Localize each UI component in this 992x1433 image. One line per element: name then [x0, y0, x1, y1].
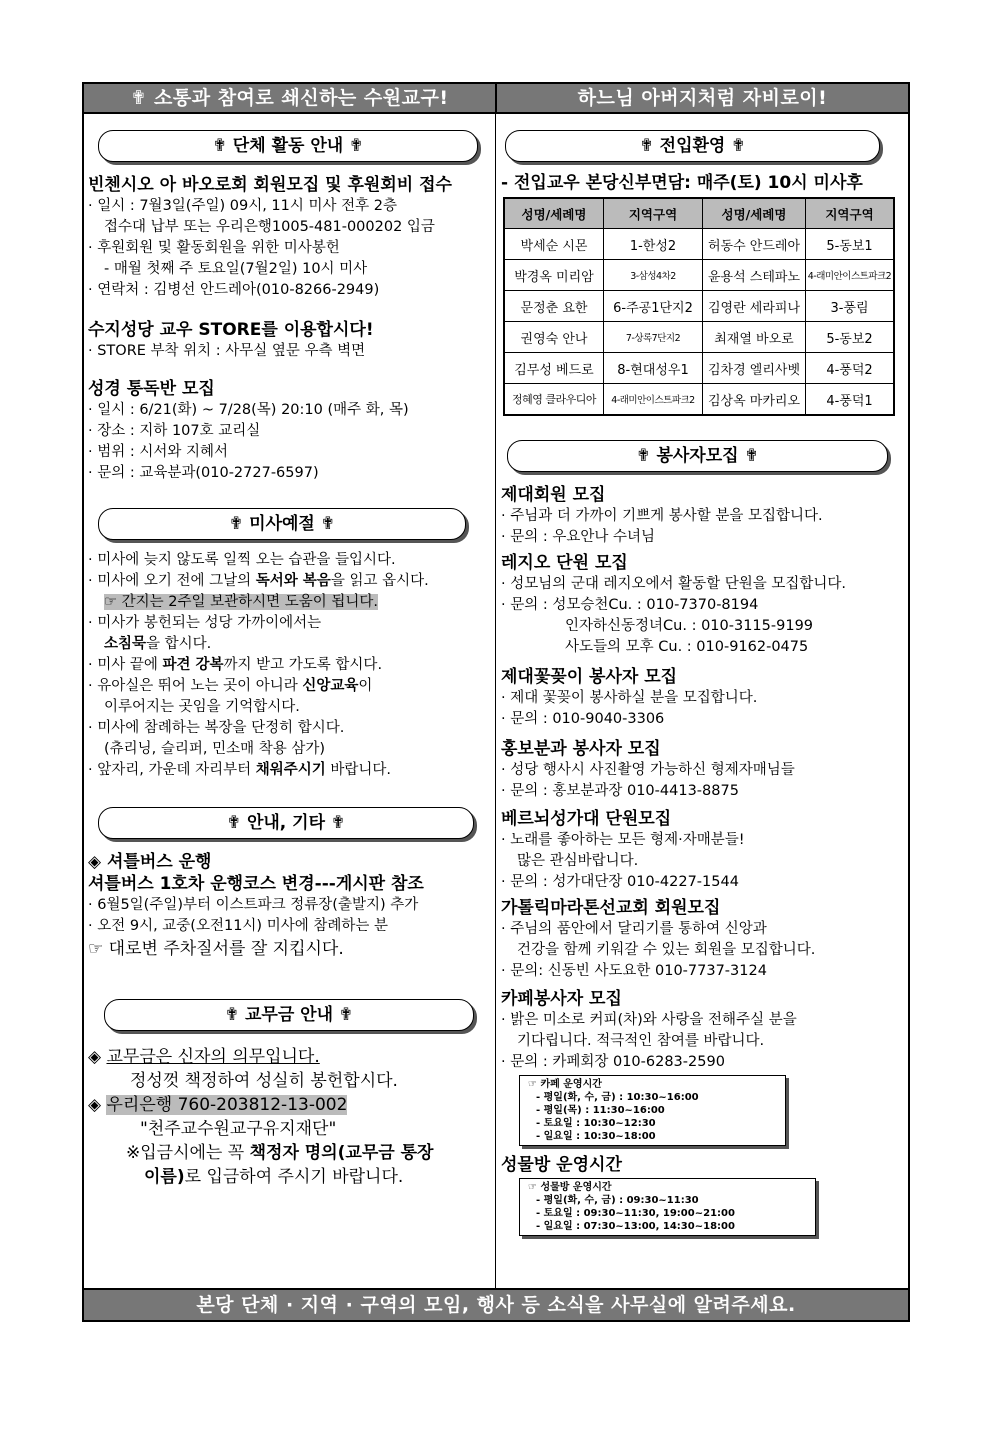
table-cell: 4-풍덕2 [806, 353, 895, 384]
etiquette-line: · 미사 끝에 파견 강복까지 받고 가도록 합시다. [88, 657, 383, 673]
shuttle-line: · 6월5일(주일)부터 이스트파크 정류장(출발지) 추가 [88, 897, 419, 913]
bible-line: · 장소 : 지하 107호 교리실 [88, 423, 261, 439]
fee-line: 이름)로 입금하여 주시기 바랍니다. [144, 1167, 404, 1187]
section-title-groups: ✟ 단체 활동 안내 ✟ [98, 130, 478, 162]
footer-bar: 본당 단체 · 지역 · 구역의 모임, 행사 등 소식을 사무실에 알려주세요. [84, 1288, 908, 1320]
choir-title: 베르뇌성가대 단원모집 [501, 809, 672, 829]
cafe-line: · 밝은 미소로 커피(차)와 사랑을 전해주실 분을 [501, 1012, 797, 1028]
right-column [501, 112, 906, 1290]
legio-line: · 성모님의 군대 레지오에서 활동할 단원을 모집합니다. [501, 576, 847, 592]
bible-title: 성경 통독반 모집 [88, 379, 215, 399]
etiquette-line: 이루어지는 곳임을 기억합시다. [104, 699, 300, 715]
etiquette-tip: ☞ 간지는 2주일 보관하시면 도움이 됩니다. [104, 594, 378, 610]
choir-line: · 문의 : 성가대단장 010-4227-1544 [501, 874, 739, 890]
altar-line: · 주님과 더 가까이 기쁘게 봉사할 분을 모집합니다. [501, 508, 823, 524]
flower-title: 제대꽃꽂이 봉사자 모집 [501, 667, 678, 687]
cafe-hours-line: - 토요일 : 10:30~12:30 [536, 1118, 656, 1129]
marathon-line: · 문의: 신동빈 사도요한 010-7737-3124 [501, 963, 767, 979]
fee-line: ※입금시에는 꼭 책정자 명의(교무금 통장 [126, 1143, 434, 1163]
cafe-hours-line: - 평일(화, 수, 금) : 10:30~16:00 [536, 1092, 699, 1103]
table-header: 성명/세례명 [703, 198, 806, 229]
shop-hours-box [519, 1178, 816, 1236]
table-cell: 김상옥 마카리오 [703, 384, 806, 416]
etiquette-line: · 미사에 참례하는 복장을 단정히 합시다. [88, 720, 345, 736]
table-cell: 박세순 시몬 [504, 229, 604, 260]
table-cell: 4-풍덕1 [806, 384, 895, 416]
shop-hours-line: - 일요일 : 07:30~13:00, 14:30~18:00 [536, 1221, 735, 1232]
parking-notice: ☞ 대로변 주차질서를 잘 지킵시다. [88, 939, 344, 959]
table-cell: 4-래미안이스트파크2 [604, 384, 703, 416]
shuttle-title: ◈ 셔틀버스 운행 [88, 852, 212, 872]
choir-line: 많은 관심바랍니다. [517, 853, 639, 869]
section-title-welcome: ✟ 전입환영 ✟ [505, 130, 880, 162]
fee-account: ◈ 우리은행 760-203812-13-002 [88, 1095, 348, 1115]
bible-line: · 범위 : 시서와 지혜서 [88, 444, 228, 460]
section-title-info: ✟ 안내, 기타 ✟ [98, 807, 474, 839]
table-cell: 3-삼성4차2 [604, 260, 703, 291]
table-cell: 6-주공1단지2 [604, 291, 703, 322]
left-column [88, 112, 492, 1290]
legio-line: · 문의 : 성모승천Cu. : 010-7370-8194 [501, 597, 759, 613]
table-cell: 정혜영 클라우디아 [504, 384, 604, 416]
fee-line: ◈ 교무금은 신자의 의무입니다. [88, 1047, 320, 1067]
table-row [504, 353, 894, 384]
cafe-hours-line: - 평일(목) : 11:30~16:00 [536, 1105, 665, 1116]
diamond-icon: ◈ [88, 1047, 107, 1067]
store-line: · STORE 부착 위치 : 사무실 옆문 우측 벽면 [88, 343, 366, 359]
table-cell: 박경옥 미리암 [504, 260, 604, 291]
table-cell: 최재열 바오로 [703, 322, 806, 353]
table-header: 지역구역 [604, 198, 703, 229]
table-cell: 문정춘 요한 [504, 291, 604, 322]
table-cell: 1-한성2 [604, 229, 703, 260]
etiquette-line: · 미사에 늦지 않도록 일찍 오는 습관을 들입시다. [88, 552, 396, 568]
flower-line: · 제대 꽃꽂이 봉사하실 분을 모집합니다. [501, 690, 758, 706]
shop-hours-line: - 토요일 : 09:30~11:30, 19:00~21:00 [536, 1208, 735, 1219]
marathon-title: 가톨릭마라톤선교회 회원모집 [501, 898, 721, 918]
pr-title: 홍보분과 봉사자 모집 [501, 739, 661, 759]
cafe-title: 카페봉사자 모집 [501, 989, 622, 1009]
vincent-line: · 후원회원 및 활동회원을 위한 미사봉헌 [88, 240, 340, 256]
table-cell: 5-동보1 [806, 229, 895, 260]
table-cell: 4-래미안이스트파크2 [806, 260, 895, 291]
cafe-line: · 문의 : 카페회장 010-6283-2590 [501, 1054, 725, 1070]
table-cell: 권영숙 안나 [504, 322, 604, 353]
altar-line: · 문의 : 우요안나 수녀님 [501, 529, 655, 545]
diamond-icon: ◈ [88, 852, 107, 872]
table-cell: 3-풍림 [806, 291, 895, 322]
cafe-line: 기다립니다. 적극적인 참여를 바랍니다. [517, 1033, 765, 1049]
table-cell: 김차경 엘리사벳 [703, 353, 806, 384]
bible-line: · 일시 : 6/21(화) ~ 7/28(목) 20:10 (매주 화, 목) [88, 402, 409, 418]
table-header: 지역구역 [806, 198, 895, 229]
flower-line: · 문의 : 010-9040-3306 [501, 711, 665, 727]
table-cell: 김무성 베드로 [504, 353, 604, 384]
vincent-line: · 연락처 : 김병선 안드레아(010-8266-2949) [88, 282, 380, 298]
etiquette-line: · 앞자리, 가운데 자리부터 채워주시기 바랍니다. [88, 762, 392, 778]
column-divider [495, 112, 496, 1290]
table-cell: 윤용석 스테파노 [703, 260, 806, 291]
table-row [504, 322, 894, 353]
legio-line: 인자하신동정녀Cu. : 010-3115-9199 [565, 618, 814, 634]
header-slogan-right: 하느님 아버지처럼 자비로이! [577, 87, 828, 109]
pr-line: · 성당 행사시 사진촬영 가능하신 형제자매님들 [501, 762, 795, 778]
etiquette-line: · 유아실은 뛰어 노는 곳이 아니라 신앙교육이 [88, 678, 373, 694]
bible-line: · 문의 : 교육분과(010-2727-6597) [88, 465, 319, 481]
etiquette-line: · 미사에 오기 전에 그날의 독서와 복음을 읽고 옵시다. [88, 573, 429, 589]
legio-line: 사도들의 모후 Cu. : 010-9162-0475 [565, 639, 809, 655]
table-row [504, 291, 894, 322]
diamond-icon: ◈ [88, 1095, 107, 1115]
store-title: 수지성당 교우 STORE를 이용합시다! [88, 320, 374, 340]
table-cell: 7-상록7단지2 [604, 322, 703, 353]
shop-hours-line: - 평일(화, 수, 금) : 09:30~11:30 [536, 1195, 699, 1206]
newcomer-table [503, 197, 895, 416]
marathon-line: 건강을 함께 키워갈 수 있는 회원을 모집합니다. [517, 942, 816, 958]
cafe-hours-title: ☞ 카페 운영시간 [528, 1079, 602, 1090]
vincent-line: 접수대 납부 또는 우리은행1005-481-000202 입금 [104, 219, 435, 235]
header-slogan-left: ✟ 소통과 참여로 쇄신하는 수원교구! [84, 84, 497, 112]
table-row [504, 384, 894, 416]
shop-title: 성물방 운영시간 [501, 1155, 622, 1175]
header-bar [84, 84, 908, 114]
vincent-line: - 매월 첫째 주 토요일(7월2일) 10시 미사 [104, 261, 368, 277]
section-title-fee: ✟ 교무금 안내 ✟ [104, 999, 474, 1031]
marathon-line: · 주님의 품안에서 달리기를 통하여 신앙과 [501, 921, 767, 937]
legio-title: 레지오 단원 모집 [501, 553, 628, 573]
table-row [504, 260, 894, 291]
table-cell: 김영란 세라피나 [703, 291, 806, 322]
fee-account-name: "천주교수원교구유지재단" [140, 1119, 337, 1139]
pr-line: · 문의 : 홍보분과장 010-4413-8875 [501, 783, 739, 799]
table-cell: 5-동보2 [806, 322, 895, 353]
section-title-etiquette: ✟ 미사예절 ✟ [98, 508, 466, 540]
shop-hours-title: ☞ 성물방 운영시간 [528, 1182, 612, 1193]
table-cell: 허동수 안드레아 [703, 229, 806, 260]
table-cell: 8-현대성우1 [604, 353, 703, 384]
section-title-volunteer: ✟ 봉사자모집 ✟ [507, 440, 888, 472]
table-header-row [504, 198, 894, 229]
shuttle-line: · 오전 9시, 교중(오전11시) 미사에 참례하는 분 [88, 918, 388, 934]
cafe-hours-box [519, 1075, 786, 1146]
etiquette-line: · 미사가 봉헌되는 성당 가까이에서는 [88, 615, 322, 631]
cafe-hours-line: - 일요일 : 10:30~18:00 [536, 1131, 656, 1142]
bulletin-page [82, 82, 910, 1322]
vincent-title: 빈첸시오 아 바오로회 회원모집 및 후원회비 접수 [88, 175, 452, 195]
choir-line: · 노래를 좋아하는 모든 형제·자매분들! [501, 832, 745, 848]
etiquette-line: 소침묵을 합시다. [104, 636, 212, 652]
vincent-line: · 일시 : 7월3일(주일) 09시, 11시 미사 전후 2층 [88, 198, 397, 214]
welcome-subtitle: - 전입교우 본당신부면담: 매주(토) 10시 미사후 [501, 173, 863, 193]
etiquette-line: (츄리닝, 슬리퍼, 민소매 착용 삼가) [104, 741, 326, 757]
altar-title: 제대회원 모집 [501, 485, 606, 505]
shuttle-subtitle: 셔틀버스 1호차 운행코스 변경---게시판 참조 [88, 874, 424, 894]
fee-line: 정성껏 책정하여 성실히 봉헌합시다. [130, 1071, 398, 1091]
table-header: 성명/세례명 [504, 198, 604, 229]
table-row [504, 229, 894, 260]
